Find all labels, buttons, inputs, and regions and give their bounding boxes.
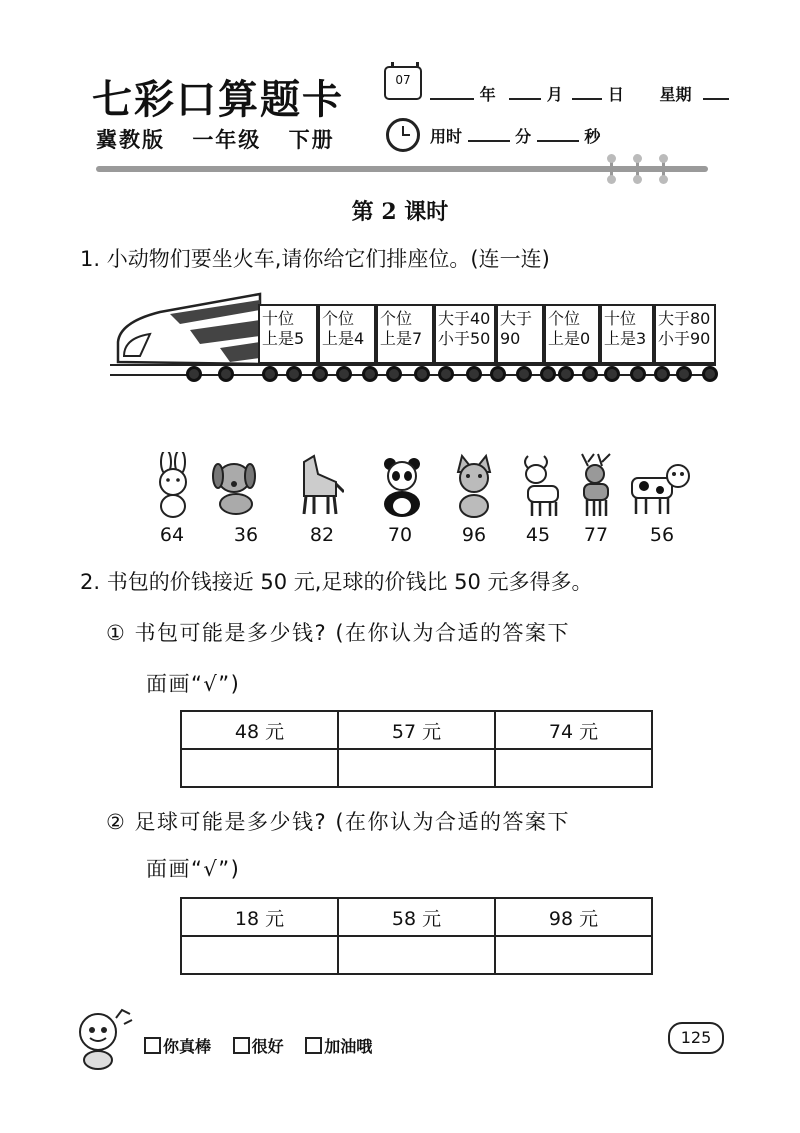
weekday-label: 星期 xyxy=(659,85,692,104)
cat-icon[interactable] xyxy=(448,452,500,520)
answer-cell[interactable] xyxy=(338,936,495,974)
header-divider xyxy=(96,166,708,172)
train-wheel xyxy=(336,366,352,382)
rating-label: 很好 xyxy=(251,1037,284,1056)
train-wheel xyxy=(218,366,234,382)
animal-number: 36 xyxy=(233,524,259,546)
animal-number: 96 xyxy=(461,524,487,546)
train-wheel xyxy=(558,366,574,382)
clock-icon xyxy=(386,118,420,152)
sub-question-1-line2: 面画“√”) xyxy=(146,672,241,696)
train xyxy=(110,292,722,392)
sub-question-2-line1: ② 足球可能是多少钱? (在你认为合适的答案下 xyxy=(106,810,571,834)
mascot-icon xyxy=(70,1006,136,1070)
price-option: 98 元 xyxy=(495,898,652,936)
brand-title: 七彩口算题卡 xyxy=(92,76,344,123)
panda-icon[interactable] xyxy=(378,452,430,520)
question-1-prompt: 1. 小动物们要坐火车,请你给它们排座位。(连一连) xyxy=(80,247,550,271)
train-car[interactable]: 大于80 小于90 xyxy=(654,304,716,364)
rabbit-icon[interactable] xyxy=(148,452,200,520)
day-blank[interactable] xyxy=(572,98,602,100)
animal-number: 70 xyxy=(387,524,413,546)
train-engine-icon xyxy=(110,292,270,374)
price-option: 58 元 xyxy=(338,898,495,936)
second-label: 秒 xyxy=(584,127,601,146)
train-wheel xyxy=(312,366,328,382)
answer-cell[interactable] xyxy=(495,936,652,974)
calendar-icon: 07 xyxy=(384,66,422,100)
horse-icon[interactable] xyxy=(292,452,344,520)
rating-label: 加油哦 xyxy=(324,1037,373,1056)
train-wheel xyxy=(702,366,718,382)
pin-decoration xyxy=(610,158,613,180)
pin-decoration xyxy=(636,158,639,180)
bag-price-table xyxy=(180,710,653,788)
train-car[interactable]: 个位 上是4 xyxy=(318,304,376,364)
deer-icon[interactable] xyxy=(570,452,622,520)
weekday-blank[interactable] xyxy=(703,98,729,100)
train-wheel xyxy=(414,366,430,382)
price-option: 48 元 xyxy=(181,711,338,749)
sub-question-2-line2: 面画“√”) xyxy=(146,857,241,881)
edition-info xyxy=(96,124,353,154)
cow-icon[interactable] xyxy=(628,452,692,520)
train-wheel xyxy=(676,366,692,382)
rating-checkbox[interactable] xyxy=(305,1037,322,1054)
train-wheel xyxy=(490,366,506,382)
animal-number: 77 xyxy=(583,524,609,546)
month-label: 月 xyxy=(546,85,563,104)
lesson-title: 第 2 课时 xyxy=(351,199,449,225)
train-wheel xyxy=(262,366,278,382)
price-option: 57 元 xyxy=(338,711,495,749)
minute-label: 分 xyxy=(515,127,532,146)
goat-icon[interactable] xyxy=(514,452,566,520)
train-car[interactable]: 个位 上是7 xyxy=(376,304,434,364)
train-wheel xyxy=(630,366,646,382)
train-wheel xyxy=(604,366,620,382)
train-wheel xyxy=(582,366,598,382)
train-wheel xyxy=(286,366,302,382)
page-number: 125 xyxy=(668,1022,724,1054)
rating-checkbox[interactable] xyxy=(144,1037,161,1054)
train-car[interactable]: 大于40 小于50 xyxy=(434,304,496,364)
question-2-prompt: 2. 书包的价钱接近 50 元,足球的价钱比 50 元多得多。 xyxy=(80,570,593,594)
train-wheel xyxy=(540,366,556,382)
answer-cell[interactable] xyxy=(338,749,495,787)
train-wheel xyxy=(186,366,202,382)
train-wheel xyxy=(386,366,402,382)
train-car[interactable]: 十位 上是5 xyxy=(258,304,318,364)
price-option: 74 元 xyxy=(495,711,652,749)
train-wheel xyxy=(466,366,482,382)
time-line xyxy=(430,124,600,147)
train-car[interactable]: 个位 上是0 xyxy=(544,304,600,364)
train-wheel xyxy=(438,366,454,382)
animal-row xyxy=(142,452,702,524)
second-blank[interactable] xyxy=(537,140,579,142)
price-option: 18 元 xyxy=(181,898,338,936)
minute-blank[interactable] xyxy=(468,140,510,142)
answer-cell[interactable] xyxy=(495,749,652,787)
rating-checkbox[interactable] xyxy=(233,1037,250,1054)
year-label: 年 xyxy=(479,85,496,104)
year-blank[interactable] xyxy=(430,98,474,100)
date-line xyxy=(430,82,729,105)
answer-cell[interactable] xyxy=(181,936,338,974)
dog-icon[interactable] xyxy=(208,452,260,520)
animal-number: 45 xyxy=(525,524,551,546)
ball-price-table xyxy=(180,897,653,975)
animal-number: 82 xyxy=(309,524,335,546)
pin-decoration xyxy=(662,158,665,180)
sub-question-1-line1: ① 书包可能是多少钱? (在你认为合适的答案下 xyxy=(106,621,571,645)
day-label: 日 xyxy=(607,85,624,104)
time-used-label: 用时 xyxy=(430,127,463,146)
edition-volume: 下册 xyxy=(288,128,335,152)
rating-options xyxy=(144,1034,372,1057)
train-wheel xyxy=(362,366,378,382)
train-wheel xyxy=(516,366,532,382)
train-wheel xyxy=(654,366,670,382)
edition-grade: 一年级 xyxy=(192,128,262,152)
month-blank[interactable] xyxy=(509,98,541,100)
animal-number: 64 xyxy=(159,524,185,546)
train-car[interactable]: 大于 90 xyxy=(496,304,544,364)
train-car[interactable]: 十位 上是3 xyxy=(600,304,654,364)
rating-label: 你真棒 xyxy=(163,1037,212,1056)
animal-number: 56 xyxy=(649,524,675,546)
edition-publisher: 冀教版 xyxy=(96,128,165,152)
answer-cell[interactable] xyxy=(181,749,338,787)
